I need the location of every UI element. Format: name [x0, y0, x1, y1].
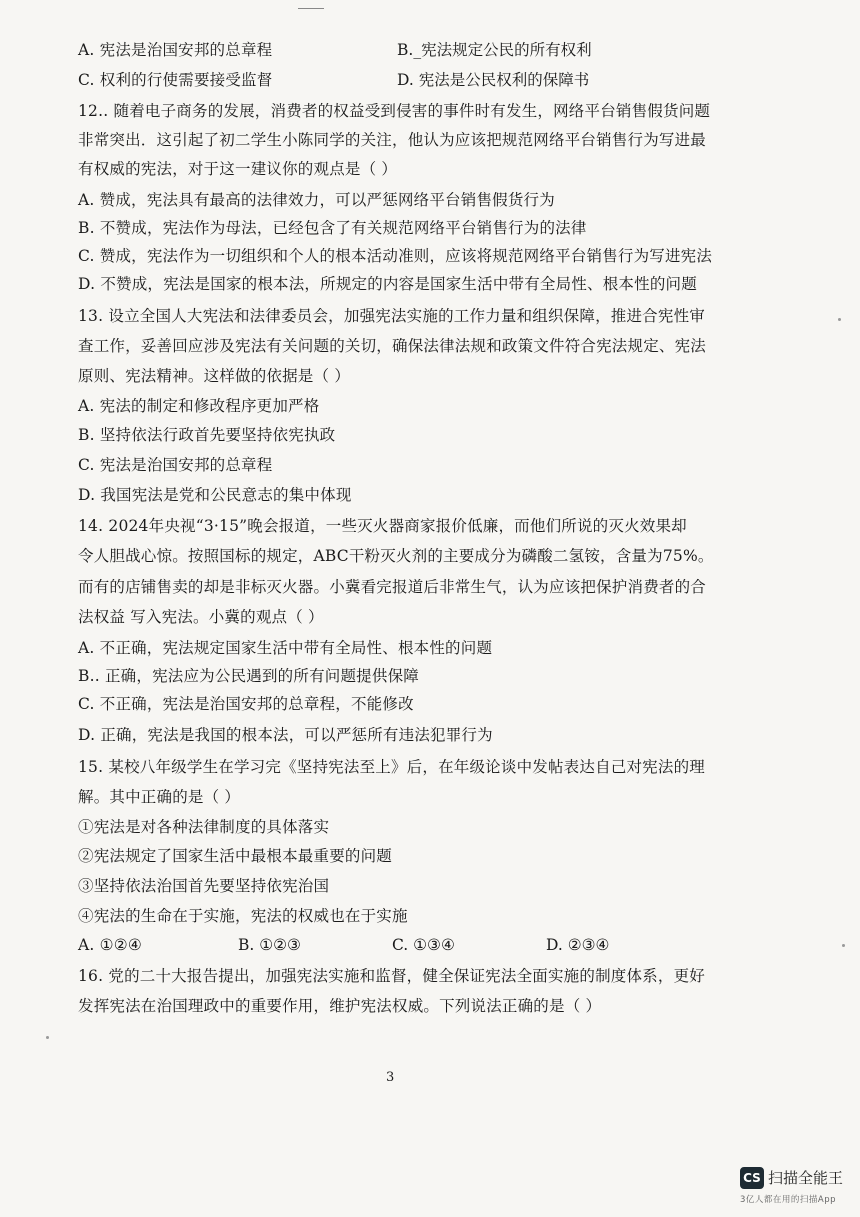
top-margin-mark — [298, 8, 324, 9]
q13-option-b: B. 坚持依法行政首先要坚持依宪执政 — [78, 426, 336, 444]
q15-choice-c: C. ①③④ — [392, 936, 455, 954]
scanner-app-name: 扫描全能王 — [768, 1169, 844, 1187]
q12-stem-line-2: 非常突出．这引起了初二学生小陈同学的关注，他认为应该把规范网络平台销售行为写进最 — [78, 131, 707, 149]
option-a: A. 宪法是治国安邦的总章程 — [78, 41, 273, 59]
scanner-watermark — [740, 1163, 850, 1211]
q13-option-c: C. 宪法是治国安邦的总章程 — [78, 456, 273, 474]
option-c: C. 权利的行使需要接受监督 — [78, 71, 273, 89]
q15-statement-3: ③坚持依法治国首先要坚持依宪治国 — [78, 877, 330, 895]
q15-statement-1: ①宪法是对各种法律制度的具体落实 — [78, 818, 330, 836]
q14-option-a: A. 不正确，宪法规定国家生活中带有全局性、根本性的问题 — [78, 639, 493, 657]
q12-option-d: D. 不赞成，宪法是国家的根本法，所规定的内容是国家生活中带有全局性、根本性的问题 — [78, 275, 697, 293]
q14-option-c: C. 不正确，宪法是治国安邦的总章程，不能修改 — [78, 695, 414, 713]
q15-statement-4: ④宪法的生命在于实施，宪法的权威也在于实施 — [78, 907, 408, 925]
q12-option-c: C. 赞成，宪法作为一切组织和个人的根本活动准则，应该将规范网络平台销售行为写进宪法 — [78, 247, 713, 265]
q15-stem-line-1: 15. 某校八年级学生在学习完《坚持宪法至上》后，在年级论谈中发帖表达自己对宪法的理 — [78, 758, 705, 776]
q12-option-a: A. 赞成，宪法具有最高的法律效力，可以严惩网络平台销售假货行为 — [78, 191, 555, 209]
scanner-tagline: 3亿人都在用的扫描App — [740, 1195, 837, 1205]
q16-stem-line-2: 发挥宪法在治国理政中的重要作用，维护宪法权威。下列说法正确的是（ ） — [78, 997, 602, 1015]
option-d: D. 宪法是公民权利的保障书 — [397, 71, 590, 89]
q13-stem-line-2: 查工作，妥善回应涉及宪法有关问题的关切，确保法律法规和政策文件符合宪法规定、宪法 — [78, 337, 707, 355]
page-number: 3 — [386, 1070, 395, 1085]
option-b: B._宪法规定公民的所有权利 — [397, 41, 592, 59]
scan-speck — [46, 1036, 49, 1039]
q12-option-b: B. 不赞成，宪法作为母法，已经包含了有关规范网络平台销售行为的法律 — [78, 219, 587, 237]
q15-choice-d: D. ②③④ — [546, 936, 610, 954]
q15-stem-line-2: 解。其中正确的是（ ） — [78, 788, 241, 806]
q13-stem-line-1: 13. 设立全国人大宪法和法律委员会，加强宪法实施的工作力量和组织保障，推进合宪性审 — [78, 307, 705, 325]
q14-stem-line-4: 法权益 写入宪法。小冀的观点（ ） — [78, 608, 324, 626]
scan-speck — [842, 944, 845, 947]
q15-statement-2: ②宪法规定了国家生活中最根本最重要的问题 — [78, 847, 393, 865]
camscanner-logo-icon: CS — [740, 1167, 764, 1189]
q13-option-a: A. 宪法的制定和修改程序更加严格 — [78, 397, 320, 415]
q14-stem-line-2: 令人胆战心惊。按照国标的规定，ABC干粉灭火剂的主要成分为磷酸二氢铵，含量为75%。 — [78, 547, 714, 565]
q12-stem-line-1: 12.. 随着电子商务的发展，消费者的权益受到侵害的事件时有发生，网络平台销售假货问题 — [78, 102, 711, 120]
q14-option-d: D. 正确，宪法是我国的根本法，可以严惩所有违法犯罪行为 — [78, 726, 493, 744]
q13-stem-line-3: 原则、宪法精神。这样做的依据是（ ） — [78, 367, 351, 385]
q15-choice-b: B. ①②③ — [238, 936, 301, 954]
q15-choice-a: A. ①②④ — [78, 936, 142, 954]
scan-speck — [838, 318, 841, 321]
q14-stem-line-3: 而有的店铺售卖的却是非标灭火器。小冀看完报道后非常生气，认为应该把保护消费者的合 — [78, 578, 707, 596]
q12-stem-line-3: 有权威的宪法，对于这一建议你的观点是（ ） — [78, 160, 398, 178]
q16-stem-line-1: 16. 党的二十大报告提出，加强宪法实施和监督，健全保证宪法全面实施的制度体系，更好 — [78, 967, 705, 985]
q14-option-b: B.. 正确，宪法应为公民遇到的所有问题提供保障 — [78, 667, 419, 685]
q14-stem-line-1: 14. 2024年央视“3·15”晚会报道，一些灭火器商家报价低廉，而他们所说的灭火效果却 — [78, 517, 687, 535]
q13-option-d: D. 我国宪法是党和公民意志的集中体现 — [78, 486, 352, 504]
